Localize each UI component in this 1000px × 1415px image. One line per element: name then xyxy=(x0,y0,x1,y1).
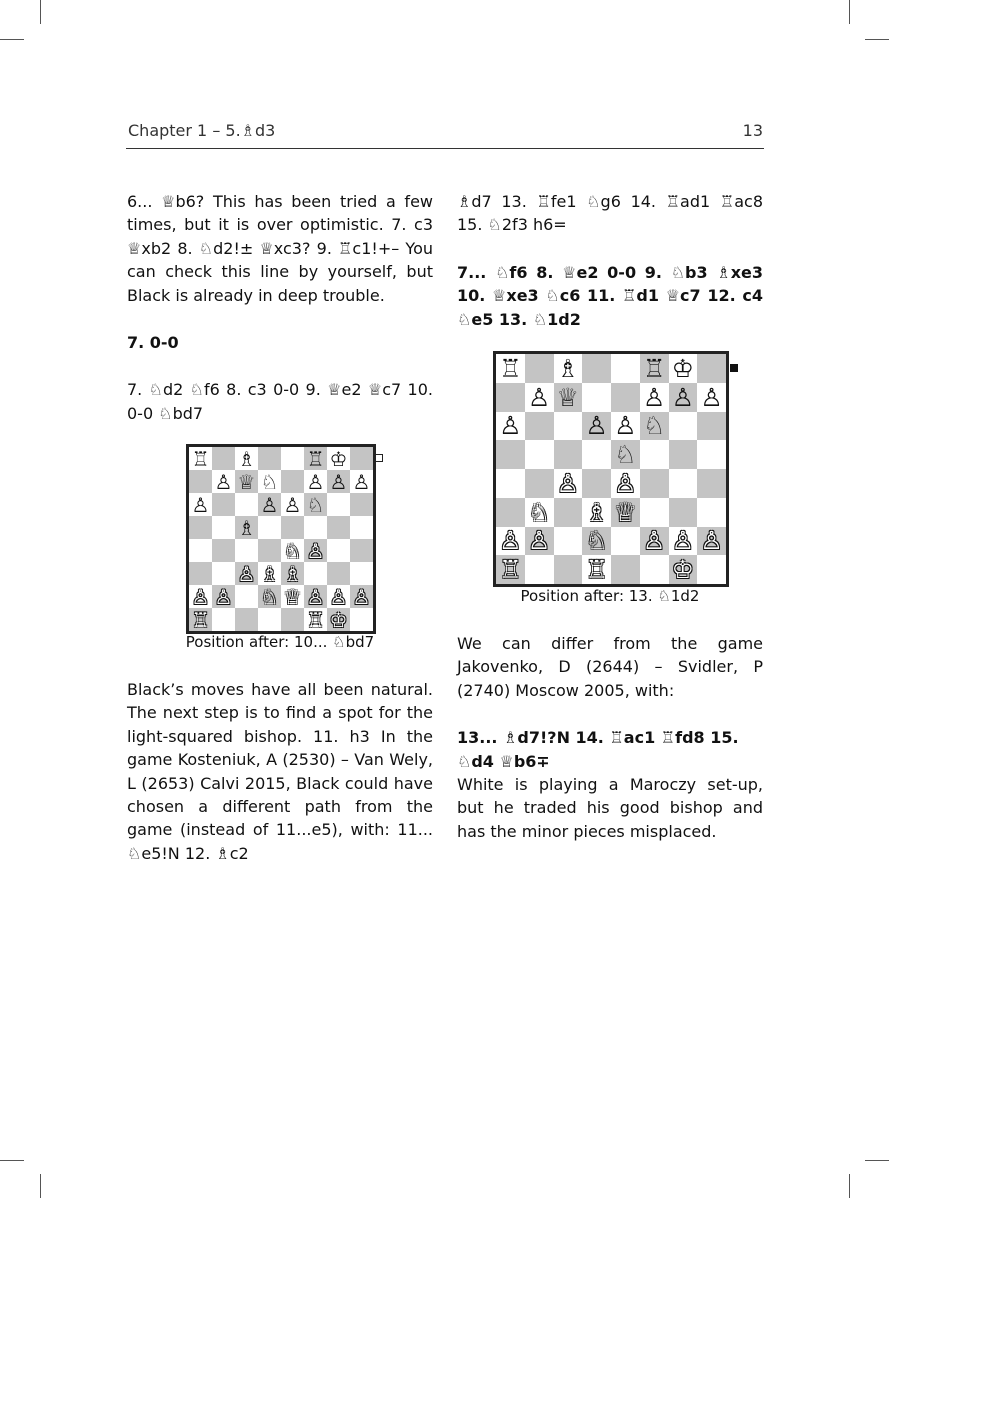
board-square xyxy=(697,469,726,498)
board-square xyxy=(304,516,327,539)
board-square xyxy=(640,440,669,469)
white-pawn-icon: ♙ xyxy=(352,584,371,609)
page-number: 13 xyxy=(742,121,763,140)
board-square xyxy=(582,412,611,441)
left-column xyxy=(127,190,433,425)
paragraph: 6... ♕b6? This has been tried a few times, but it is over optimistic. 7. c3 ♕xb2 8. ♘d2!± ♕xc3? 9. ♖c1!+– You can check this line by yourself, but Black is already in deep trouble. xyxy=(127,192,433,305)
board-square xyxy=(611,555,640,584)
board-square xyxy=(582,498,611,527)
board-square xyxy=(281,562,304,585)
board-square xyxy=(640,354,669,383)
white-rook-icon: ♖ xyxy=(499,555,522,585)
board-square xyxy=(611,354,640,383)
white-knight-icon: ♘ xyxy=(283,538,302,563)
board-square xyxy=(327,585,350,608)
board-square xyxy=(327,447,350,470)
board-square xyxy=(582,383,611,412)
diagram-caption: Position after: 13. ♘1d2 xyxy=(520,587,700,605)
board-square xyxy=(235,539,258,562)
board-square xyxy=(582,469,611,498)
board-square xyxy=(189,493,212,516)
board-square xyxy=(189,539,212,562)
board-square xyxy=(496,440,525,469)
white-pawn-icon: ♙ xyxy=(214,584,233,609)
paragraph: ♗d7 13. ♖fe1 ♘g6 14. ♖ad1 ♖ac8 15. ♘2f3 h6= xyxy=(457,192,763,235)
board-square xyxy=(525,440,554,469)
board-square xyxy=(611,498,640,527)
board-square xyxy=(212,516,235,539)
black-bishop-icon: ♗ xyxy=(237,446,256,471)
board-square xyxy=(496,354,525,383)
board-square xyxy=(350,562,373,585)
board-square xyxy=(327,516,350,539)
board-square xyxy=(350,608,373,631)
move-sequence: 13... ♗d7!?N 14. ♖ac1 ♖fd8 15. ♘d4 ♕b6∓ xyxy=(457,728,739,771)
white-pawn-icon: ♙ xyxy=(306,584,325,609)
diagram-caption: Position after: 10... ♘bd7 xyxy=(185,633,375,651)
board-square xyxy=(235,562,258,585)
board-square xyxy=(350,516,373,539)
black-bishop-icon: ♗ xyxy=(237,515,256,540)
black-king-icon: ♔ xyxy=(329,446,348,471)
black-pawn-icon: ♙ xyxy=(306,469,325,494)
white-rook-icon: ♖ xyxy=(306,607,325,632)
board-square xyxy=(327,539,350,562)
white-bishop-icon: ♗ xyxy=(585,497,608,527)
board-square xyxy=(189,516,212,539)
crop-mark xyxy=(865,39,889,40)
board-square xyxy=(554,354,583,383)
paragraph: 7. ♘d2 ♘f6 8. c3 0-0 9. ♕e2 ♕c7 10. 0-0 ♘bd7 xyxy=(127,380,433,423)
board-square xyxy=(212,608,235,631)
board-square xyxy=(525,383,554,412)
board-square xyxy=(281,539,304,562)
black-pawn-icon: ♙ xyxy=(191,492,210,517)
board-square xyxy=(327,562,350,585)
white-rook-icon: ♖ xyxy=(191,607,210,632)
crop-mark xyxy=(40,0,41,24)
board-square xyxy=(304,608,327,631)
board-square xyxy=(554,498,583,527)
board-square xyxy=(281,516,304,539)
board-square xyxy=(235,447,258,470)
white-king-icon: ♔ xyxy=(671,555,695,585)
board-square xyxy=(611,383,640,412)
board-square xyxy=(281,470,304,493)
running-head: Chapter 1 – 5.♗d3 xyxy=(128,121,276,140)
white-pawn-icon: ♙ xyxy=(671,526,695,556)
board-square xyxy=(640,498,669,527)
black-pawn-icon: ♙ xyxy=(260,492,279,517)
board-square xyxy=(212,585,235,608)
board-square xyxy=(669,412,698,441)
white-queen-icon: ♕ xyxy=(614,497,637,527)
board-square xyxy=(350,585,373,608)
black-pawn-icon: ♙ xyxy=(283,492,302,517)
board-square xyxy=(697,412,726,441)
board-square xyxy=(669,555,698,584)
black-king-icon: ♔ xyxy=(671,353,695,383)
white-to-move-marker xyxy=(375,454,383,462)
board-square xyxy=(212,562,235,585)
black-knight-icon: ♘ xyxy=(260,469,279,494)
board-square xyxy=(189,608,212,631)
white-pawn-icon: ♙ xyxy=(527,526,551,556)
white-knight-icon: ♘ xyxy=(260,584,279,609)
board-square xyxy=(697,498,726,527)
board-square xyxy=(582,555,611,584)
left-column-continued xyxy=(127,678,433,865)
black-pawn-icon: ♙ xyxy=(352,469,371,494)
board-square xyxy=(611,440,640,469)
board-square xyxy=(697,354,726,383)
white-pawn-icon: ♙ xyxy=(191,584,210,609)
board-square xyxy=(669,527,698,556)
move-heading: 7. 0-0 xyxy=(127,333,179,353)
board-square xyxy=(350,447,373,470)
black-knight-icon: ♘ xyxy=(306,492,325,517)
white-pawn-icon: ♙ xyxy=(237,561,256,586)
board-square xyxy=(669,469,698,498)
board-square xyxy=(350,539,373,562)
black-rook-icon: ♖ xyxy=(642,353,666,383)
white-bishop-icon: ♗ xyxy=(260,561,279,586)
board-square xyxy=(525,498,554,527)
white-pawn-icon: ♙ xyxy=(556,468,580,498)
board-square xyxy=(258,539,281,562)
board-square xyxy=(525,555,554,584)
board-square xyxy=(304,470,327,493)
white-pawn-icon: ♙ xyxy=(329,584,348,609)
board-square xyxy=(189,447,212,470)
board-square xyxy=(525,527,554,556)
board-square xyxy=(258,516,281,539)
black-pawn-icon: ♙ xyxy=(700,382,723,412)
board-square xyxy=(496,498,525,527)
board-square xyxy=(281,493,304,516)
board-square xyxy=(212,470,235,493)
black-pawn-icon: ♙ xyxy=(329,469,348,494)
board-square xyxy=(281,585,304,608)
board-square xyxy=(327,608,350,631)
board-square xyxy=(327,493,350,516)
black-queen-icon: ♕ xyxy=(556,382,580,412)
board-square xyxy=(554,440,583,469)
white-pawn-icon: ♙ xyxy=(700,526,723,556)
board-square xyxy=(189,585,212,608)
board-square xyxy=(235,585,258,608)
paragraph: White is playing a Maroczy set-up, but he traded his good bishop and has the minor pieces misplaced. xyxy=(457,775,763,841)
white-pawn-icon: ♙ xyxy=(614,468,637,498)
board-square xyxy=(640,527,669,556)
board-square xyxy=(582,527,611,556)
crop-mark xyxy=(849,1174,850,1198)
board-square xyxy=(697,383,726,412)
black-pawn-icon: ♙ xyxy=(527,382,551,412)
board-square xyxy=(350,493,373,516)
crop-mark xyxy=(0,1160,24,1161)
board-square xyxy=(304,447,327,470)
board-square xyxy=(281,608,304,631)
board-square xyxy=(697,555,726,584)
board-square xyxy=(304,585,327,608)
board-square xyxy=(304,493,327,516)
white-pawn-icon: ♙ xyxy=(499,526,522,556)
white-queen-icon: ♕ xyxy=(283,584,302,609)
board-square xyxy=(554,469,583,498)
black-pawn-icon: ♙ xyxy=(614,411,637,441)
board-square xyxy=(525,412,554,441)
board-square xyxy=(496,527,525,556)
board-square xyxy=(189,562,212,585)
board-square xyxy=(669,440,698,469)
black-queen-icon: ♕ xyxy=(237,469,256,494)
board-square xyxy=(258,493,281,516)
board-square xyxy=(611,527,640,556)
white-rook-icon: ♖ xyxy=(585,555,608,585)
white-bishop-icon: ♗ xyxy=(283,561,302,586)
board-square xyxy=(525,469,554,498)
board-square xyxy=(496,555,525,584)
board-square xyxy=(258,447,281,470)
board-square xyxy=(350,470,373,493)
chess-diagram xyxy=(186,444,376,634)
board-square xyxy=(554,527,583,556)
board-square xyxy=(611,412,640,441)
board-square xyxy=(554,555,583,584)
board-square xyxy=(235,493,258,516)
black-rook-icon: ♖ xyxy=(306,446,325,471)
board-square xyxy=(669,383,698,412)
black-pawn-icon: ♙ xyxy=(499,411,522,441)
crop-mark xyxy=(40,1174,41,1198)
board-square xyxy=(640,383,669,412)
board-square xyxy=(212,447,235,470)
white-pawn-icon: ♙ xyxy=(642,526,666,556)
white-knight-icon: ♘ xyxy=(527,497,551,527)
board-square xyxy=(640,469,669,498)
white-knight-icon: ♘ xyxy=(585,526,608,556)
black-to-move-marker xyxy=(730,364,738,372)
board-square xyxy=(212,539,235,562)
right-column xyxy=(457,190,763,331)
header-rule xyxy=(126,148,764,149)
board-square xyxy=(496,383,525,412)
black-rook-icon: ♖ xyxy=(499,353,522,383)
board-square xyxy=(258,470,281,493)
board-square xyxy=(669,354,698,383)
board-square xyxy=(496,469,525,498)
board-square xyxy=(258,608,281,631)
board-square xyxy=(554,383,583,412)
board-square xyxy=(327,470,350,493)
board-square xyxy=(258,585,281,608)
paragraph: We can differ from the game Jakovenko, D (2644) – Svidler, P (2740) Moscow 2005, with: xyxy=(457,634,763,700)
black-pawn-icon: ♙ xyxy=(585,411,608,441)
board-square xyxy=(669,498,698,527)
board-square xyxy=(258,562,281,585)
black-pawn-icon: ♙ xyxy=(642,382,666,412)
black-bishop-icon: ♗ xyxy=(556,353,580,383)
board-square xyxy=(189,470,212,493)
black-knight-icon: ♘ xyxy=(642,411,666,441)
black-rook-icon: ♖ xyxy=(191,446,210,471)
board-square xyxy=(304,539,327,562)
board-square xyxy=(525,354,554,383)
board-square xyxy=(235,516,258,539)
white-pawn-icon: ♙ xyxy=(306,538,325,563)
board-square xyxy=(304,562,327,585)
board-square xyxy=(640,555,669,584)
board-square xyxy=(554,412,583,441)
white-king-icon: ♔ xyxy=(329,607,348,632)
paragraph: Black’s moves have all been natural. The next step is to find a spot for the light-squared bishop. 11. h3 In the game Kosteniuk, A (2530) – Van Wely, L (2653) Calvi 2015, Black could have chosen a different path from the game (instead of 11...e5), with: 11... ♘e5!N 12. ♗c2 xyxy=(127,680,433,863)
black-pawn-icon: ♙ xyxy=(671,382,695,412)
board-square xyxy=(235,608,258,631)
black-pawn-icon: ♙ xyxy=(214,469,233,494)
move-sequence: 7... ♘f6 8. ♕e2 0-0 9. ♘b3 ♗xe3 10. ♕xe3 ♘c6 11. ♖d1 ♕c7 12. c4 ♘e5 13. ♘1d2 xyxy=(457,262,763,329)
black-knight-icon: ♘ xyxy=(614,440,637,470)
chess-diagram xyxy=(493,351,729,587)
board-square xyxy=(582,440,611,469)
board-square xyxy=(697,527,726,556)
crop-mark xyxy=(0,39,24,40)
right-column-continued xyxy=(457,632,763,843)
crop-mark xyxy=(865,1160,889,1161)
board-square xyxy=(212,493,235,516)
board-square xyxy=(281,447,304,470)
board-square xyxy=(496,412,525,441)
crop-mark xyxy=(849,0,850,24)
board-square xyxy=(640,412,669,441)
board-square xyxy=(235,470,258,493)
board-square xyxy=(697,440,726,469)
board-square xyxy=(611,469,640,498)
board-square xyxy=(582,354,611,383)
